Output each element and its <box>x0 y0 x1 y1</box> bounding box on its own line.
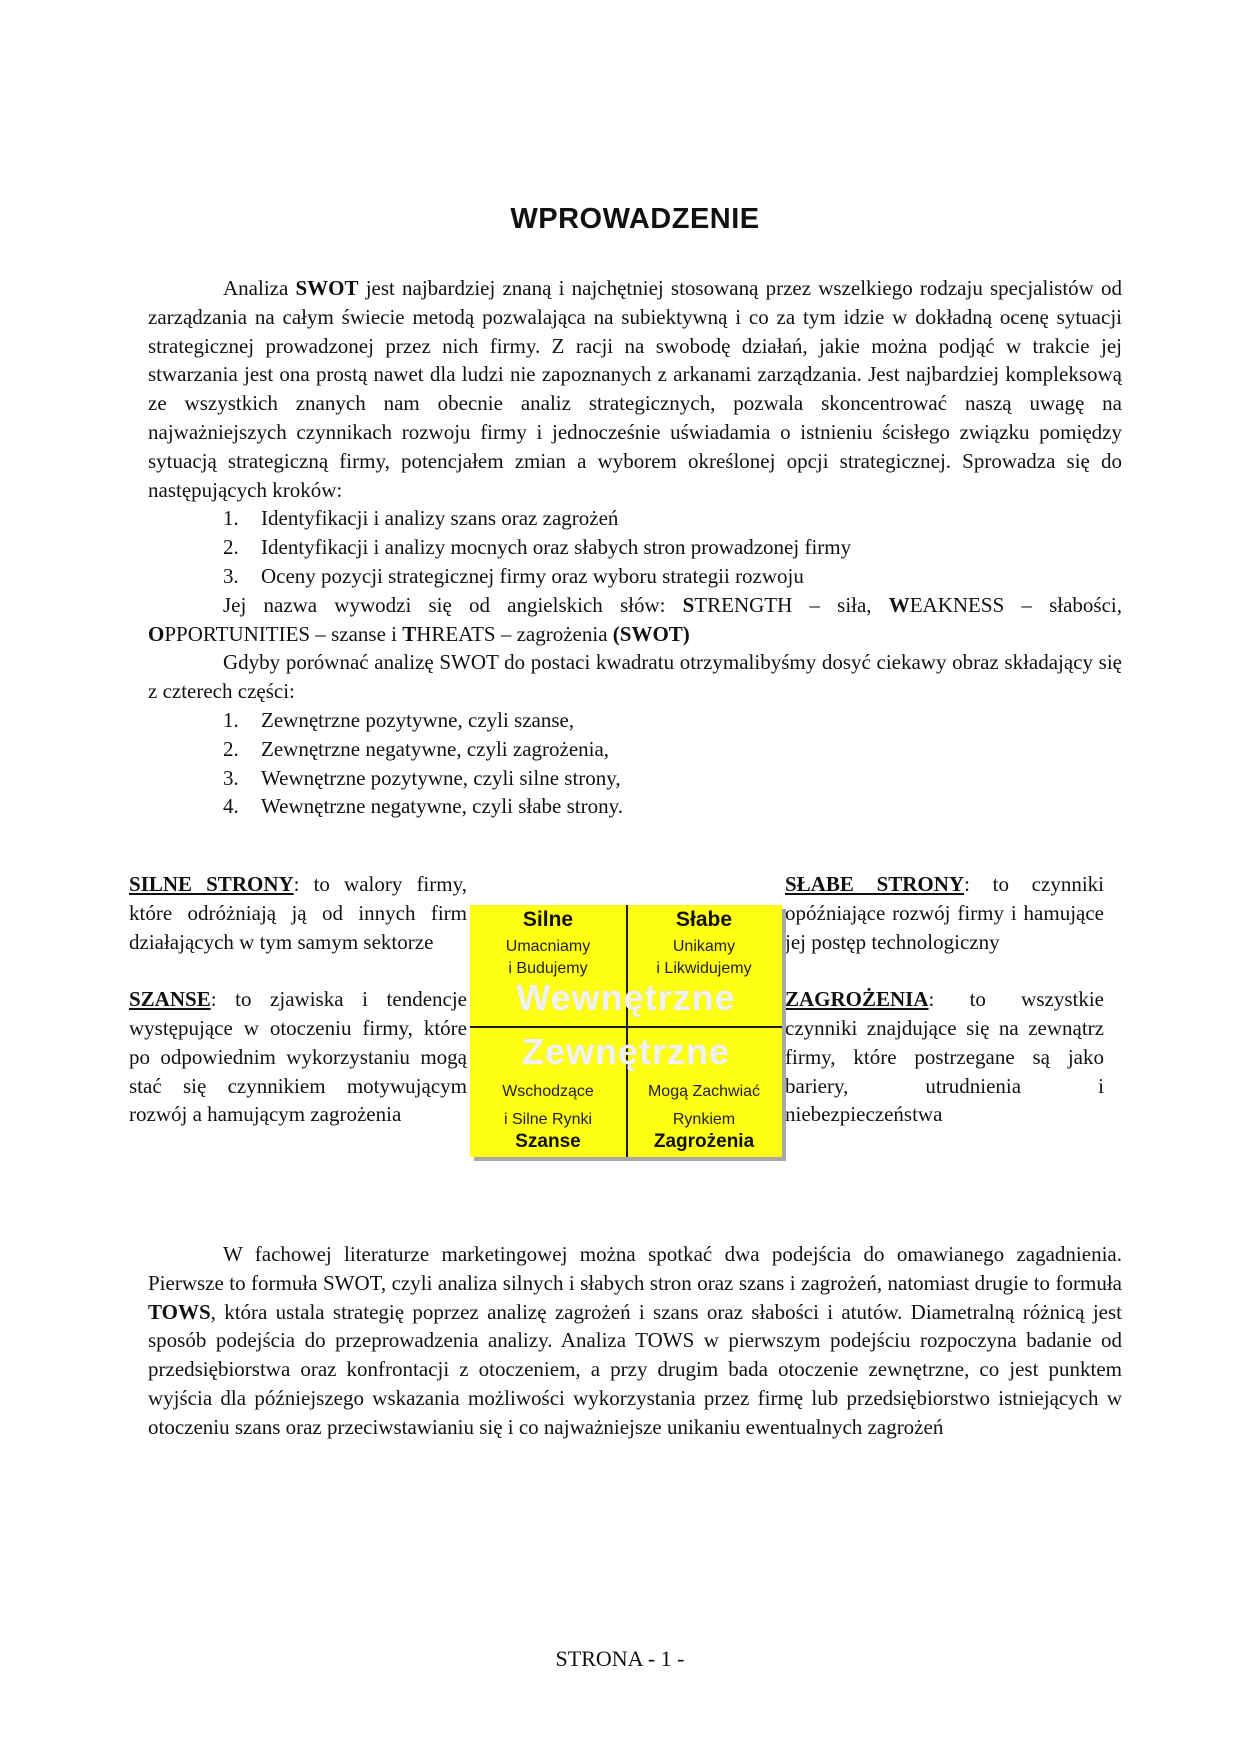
external-label: Zewnętrzne <box>521 1031 731 1072</box>
strengths-title: Silne <box>522 908 574 931</box>
internal-label: Wewnętrzne <box>516 977 736 1018</box>
list-item: 3. Oceny pozycji strategicznej firmy oraz wyboru strategii rozwoju <box>223 563 804 588</box>
strengths-line2: i Budujemy <box>508 960 588 977</box>
threats-line2: Rynkiem <box>672 1111 736 1128</box>
opportunities-definition: SZANSE: to zjawiska i tendencje występujące w otoczeniu firmy, które po odpowiednim wykorzystaniu mogą stać się czynnikiem motywującym rozwój a hamującym zagrożenia <box>129 987 467 1127</box>
square-paragraph: Gdyby porównać analizę SWOT do postaci kwadratu otrzymalibyśmy dosyć ciekawy obraz składający się z czterech części: <box>148 650 1122 704</box>
intro-paragraph: Analiza SWOT jest najbardziej znaną i najchętniej stosowaną przez wszelkiego rodzaju specjalistów od zarządzania na całym świecie metodą pozwalająca na subiektywną i co za tym idzie w dokładną ocenę sytuacji strategicznej prowadzonej przez nich firmy. Z racji na swobodę działań, jakie można podjąć w trakcie jej stwarzania jest ona prostą nawet dla ludzi nie zapoznanych z arkanami zarządzania. Jest najbardziej kompleksową ze wszystkich znanych nam obecnie analiz strategicznych, pozwala skoncentrować naszą uwagę na najważniejszych czynnikach rozwoju firmy i jednocześnie uświadamia o istnieniu ścisłego związku pomiędzy sytuacją strategiczną firmy, potencjałem zmian a wyborem określonej opcji strategicznej. Sprowadza się do następujących kroków: <box>148 276 1122 502</box>
opportunities-line1: Wschodzące <box>502 1083 594 1100</box>
parts-list <box>148 706 1122 821</box>
threats-line1: Mogą Zachwiać <box>647 1083 761 1100</box>
threats-quadrant <box>626 1081 782 1153</box>
threats-title: Zagrożenia <box>653 1131 755 1152</box>
list-item: 1. Zewnętrzne pozytywne, czyli szanse, <box>223 707 575 732</box>
list-item: 1. Identyfikacji i analizy szans oraz zagrożeń <box>223 506 619 531</box>
opportunities-title: Szanse <box>515 1131 581 1152</box>
left-definitions <box>129 870 467 1129</box>
list-item: 4. Wewnętrzne negatywne, czyli słabe strony. <box>223 794 623 819</box>
opportunities-quadrant <box>470 1081 626 1153</box>
swot-diagram <box>470 905 782 1157</box>
outro-section <box>148 1240 1122 1442</box>
weaknesses-line2: i Likwidujemy <box>656 960 752 977</box>
list-item: 2. Zewnętrzne negatywne, czyli zagrożenia, <box>223 736 610 761</box>
list-item: 2. Identyfikacji i analizy mocnych oraz słabych stron prowadzonej firmy <box>223 535 852 560</box>
strengths-quadrant <box>470 908 626 980</box>
outro-paragraph: W fachowej literaturze marketingowej można spotkać dwa podejścia do omawianego zagadnienia. Pierwsze to formuła SWOT, czyli analiza silnych i słabych stron oraz szans i zagrożeń, natomiast drugie to formuła TOWS, która ustala strategię poprzez analizę zagrożeń i szans oraz słabości i atutów. Diametralną różnicą jest sposób podejścia do przeprowadzenia analizy. Analiza TOWS w pierwszym podejściu rozpoczyna badanie od przedsiębiorstwa oraz konfrontacji z otoczeniem, a przy drugim bada otoczenie zewnętrzne, co jest punktem wyjścia dla późniejszego wskazania możliwości wykorzystania przez firmę lub przedsiębiorstwo istniejących w otoczeniu szans oraz przeciwstawianiu się i co najważniejsze unikaniu ewentualnych zagrożeń <box>148 1242 1122 1439</box>
list-item: 3. Wewnętrzne pozytywne, czyli silne strony, <box>223 765 621 790</box>
threats-definition: ZAGROŻENIA: to wszystkie czynniki znajdujące się na zewnątrz firmy, które postrzegane są jako bariery, utrudnienia i niebezpieczeństwa <box>785 987 1104 1127</box>
name-origin-paragraph: Jej nazwa wywodzi się od angielskich słów: STRENGTH – siła, WEAKNESS – słabości, OPPORTUNITIES – szanse i THREATS – zagrożenia (SWOT) <box>148 592 1122 646</box>
strengths-definition: SILNE STRONY: to walory firmy, które odróżniają ją od innych firm działających w tym samym sektorze <box>129 872 467 954</box>
intro-section <box>148 274 1122 821</box>
horizontal-divider <box>470 1026 782 1028</box>
page-title: WPROWADZENIE <box>510 203 760 235</box>
steps-list <box>148 504 1122 590</box>
right-definitions <box>785 870 1104 1129</box>
weaknesses-line1: Unikamy <box>672 938 736 955</box>
weaknesses-quadrant <box>626 908 782 980</box>
weaknesses-title: Słabe <box>675 908 733 931</box>
page-footer: STRONA - 1 - <box>555 1646 685 1671</box>
strengths-line1: Umacniamy <box>505 938 591 955</box>
opportunities-line2: i Silne Rynki <box>503 1111 593 1128</box>
weaknesses-definition: SŁABE STRONY: to czynniki opóźniające rozwój firmy i hamujące jej postęp technologiczny <box>785 872 1104 954</box>
